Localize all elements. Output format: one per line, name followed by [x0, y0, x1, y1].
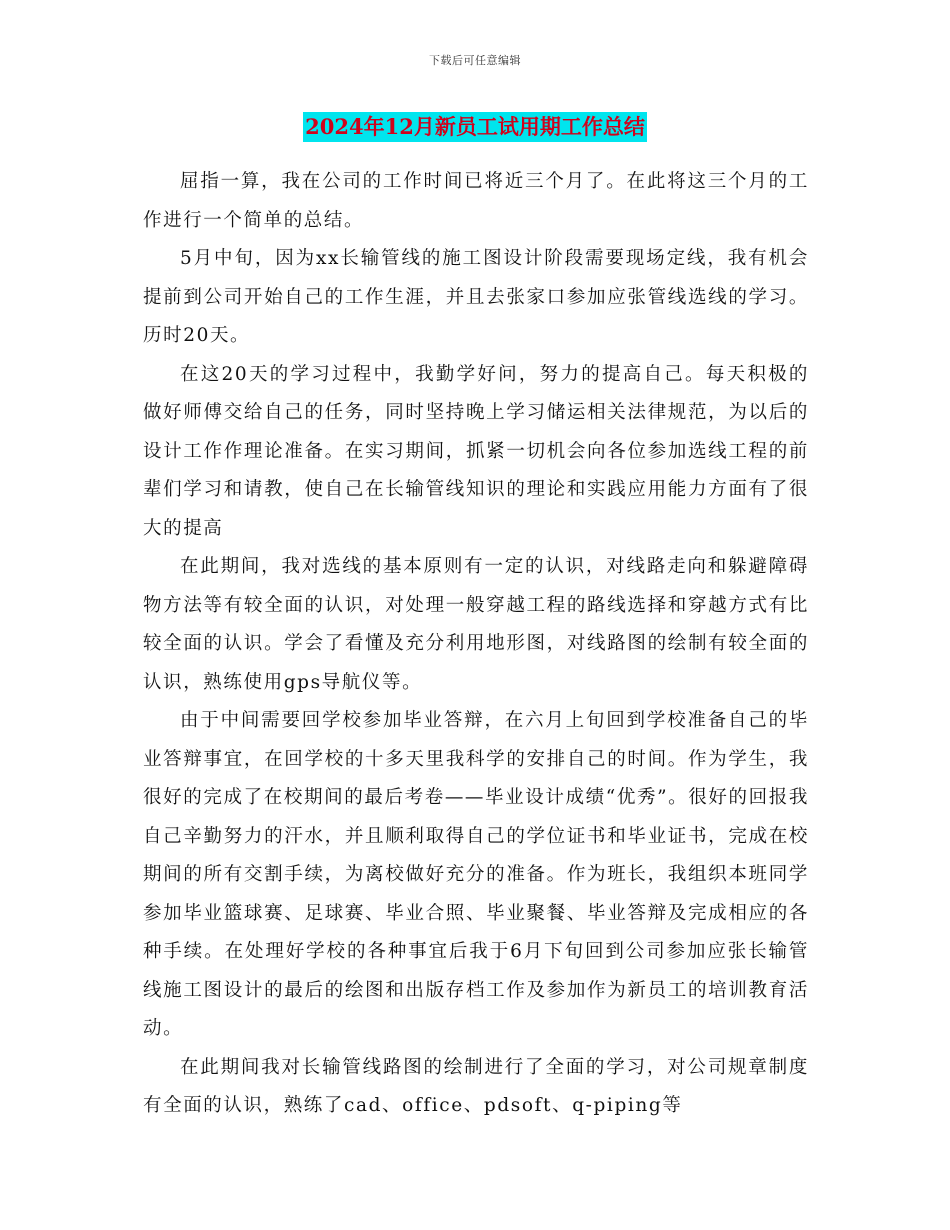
paragraph-4: 在此期间，我对选线的基本原则有一定的认识，对线路走向和躲避障碍物方法等有较全面的认识，对处理一般穿越工程的路线选择和穿越方式有比较全面的认识。学会了看懂及充分利用地形图，对线路图的绘制有较全面的认识，熟练使用gps导航仪等。 [143, 556, 809, 693]
paragraph-5: 由于中间需要回学校参加毕业答辩，在六月上旬回到学校准备自己的毕业答辩事宜，在回学校的十多天里我科学的安排自己的时间。作为学生，我很好的完成了在校期间的最后考卷——毕业设计成绩“优秀”。很好的回报我自己辛勤努力的汗水，并且顺利取得自己的学位证书和毕业证书，完成在校期间的所有交割手续，为离校做好充分的准备。作为班长，我组织本班同学参加毕业篮球赛、足球赛、毕业合照、毕业聚餐、毕业答辩及完成相应的各种手续。在处理好学校的各种事宜后我于6月下旬回到公司参加应张长输管线施工图设计的最后的绘图和出版存档工作及参加作为新员工的培训教育活动。 [143, 710, 809, 1039]
paragraph-1: 屈指一算，我在公司的工作时间已将近三个月了。在此将这三个月的工作进行一个简单的总结。 [143, 171, 809, 231]
paragraph-6: 在此期间我对长输管线路图的绘制进行了全面的学习，对公司规章制度有全面的认识，熟练了cad、office、pdsoft、q-piping等 [143, 1056, 809, 1116]
document-title: 2024年12月新员工试用期工作总结 [303, 112, 647, 142]
page-header-note: 下载后可任意编辑 [429, 54, 521, 67]
paragraph-3: 在这20天的学习过程中，我勤学好问，努力的提高自己。每天积极的做好师傅交给自己的任务，同时坚持晚上学习储运相关法律规范，为以后的设计工作作理论准备。在实习期间，抓紧一切机会向各位参加选线工程的前辈们学习和请教，使自己在长输管线知识的理论和实践应用能力方面有了很大的提高 [143, 363, 809, 539]
paragraph-2: 5月中旬，因为xx长输管线的施工图设计阶段需要现场定线，我有机会提前到公司开始自己的工作生涯，并且去张家口参加应张管线选线的学习。历时20天。 [143, 248, 809, 346]
document-body [143, 163, 809, 1126]
title-container [0, 112, 950, 142]
